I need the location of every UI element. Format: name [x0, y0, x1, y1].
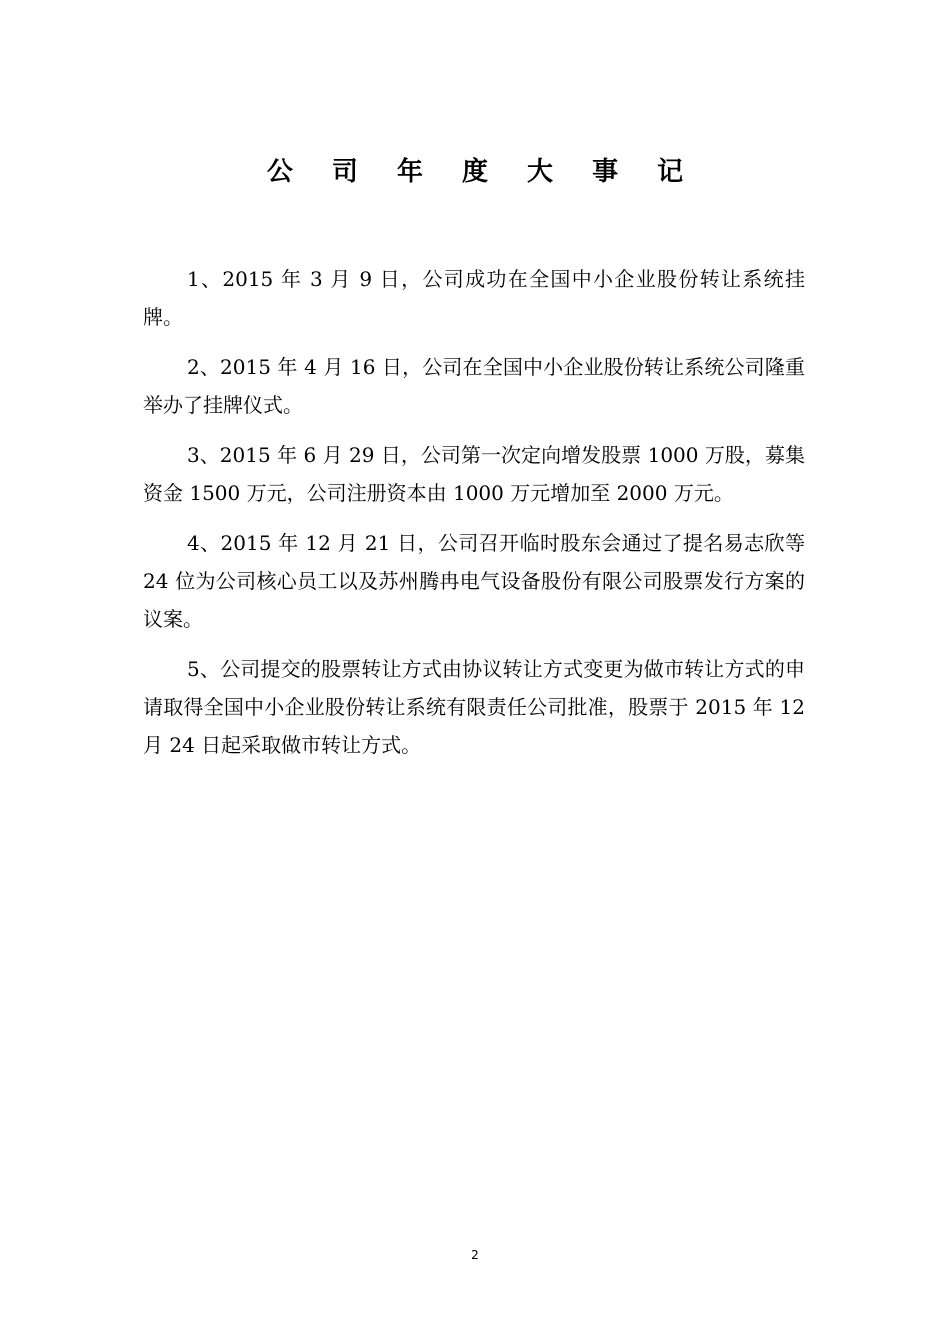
event-item-1: 1、2015 年 3 月 9 日，公司成功在全国中小企业股份转让系统挂牌。 [143, 267, 805, 329]
event-item-4: 4、2015 年 12 月 21 日，公司召开临时股东会通过了提名易志欣等 24 位为公司核心员工以及苏州腾冉电气设备股份有限公司股票发行方案的议案。 [143, 531, 805, 631]
page-title: 公 司 年 度 大 事 记 [266, 157, 699, 187]
events-list [143, 260, 805, 764]
event-item-2: 2、2015 年 4 月 16 日，公司在全国中小企业股份转让系统公司隆重举办了挂牌仪式。 [143, 355, 805, 417]
event-item-5: 5、公司提交的股票转让方式由协议转让方式变更为做市转让方式的申请取得全国中小企业股份转让系统有限责任公司批准，股票于 2015 年 12 月 24 日起采取做市转让方式。 [143, 657, 805, 757]
page-number: 2 [471, 1248, 479, 1262]
event-item-3: 3、2015 年 6 月 29 日，公司第一次定向增发股票 1000 万股，募集资金 1500 万元，公司注册资本由 1000 万元增加至 2000 万元。 [143, 443, 805, 505]
